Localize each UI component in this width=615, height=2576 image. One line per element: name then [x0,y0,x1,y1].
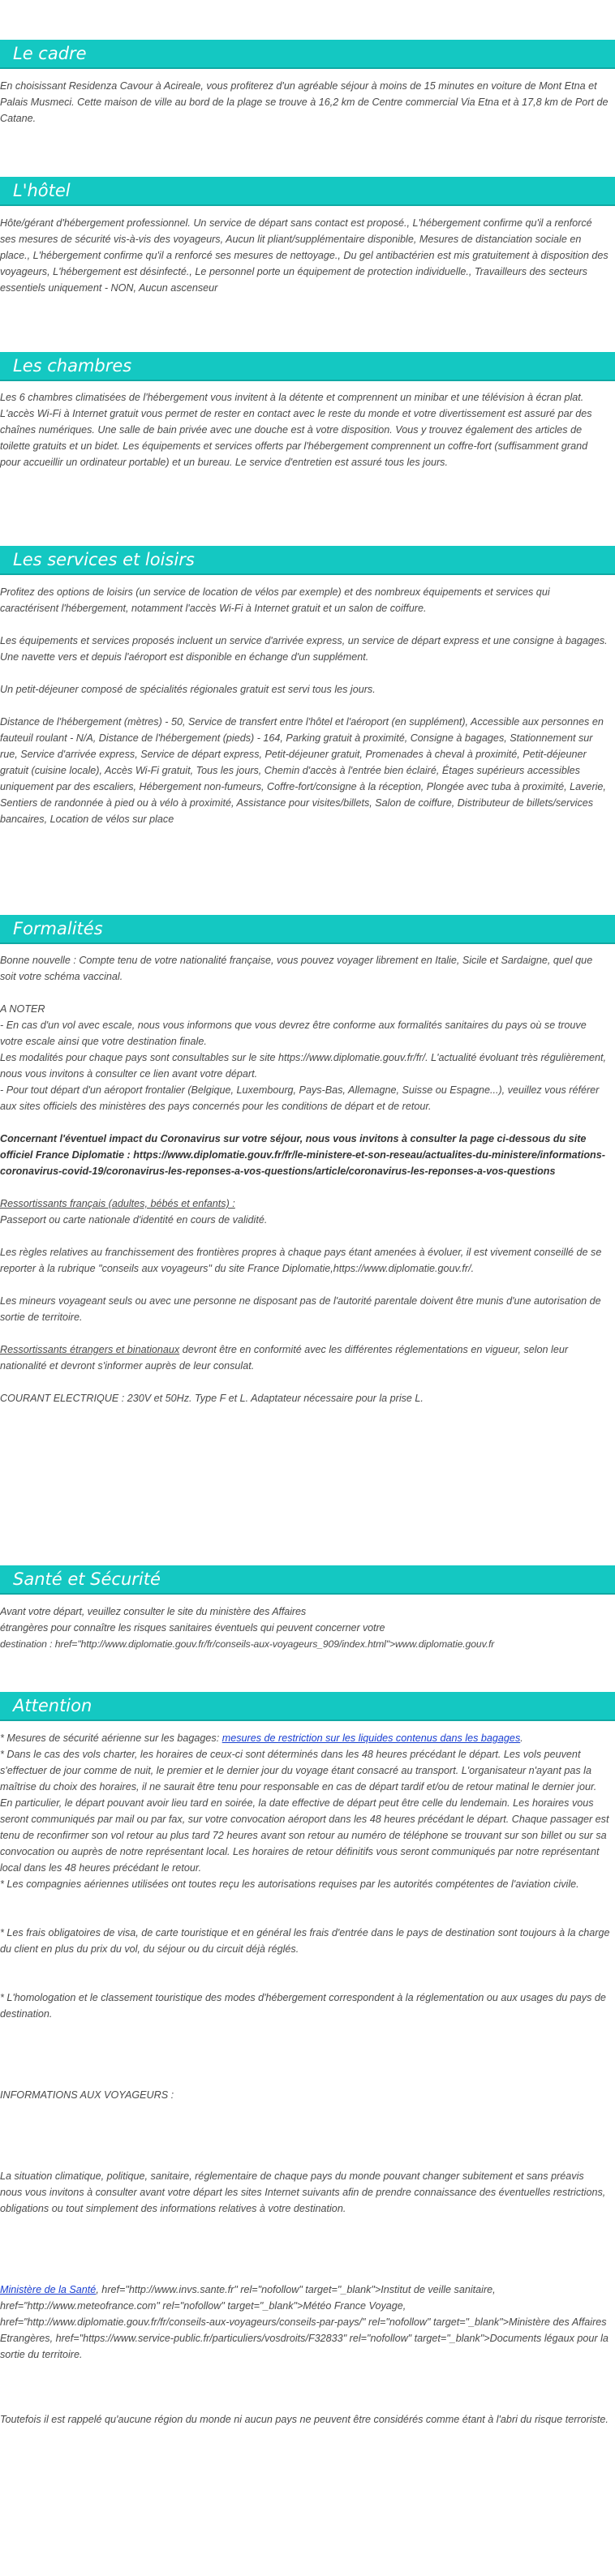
formalites-etrangers [0,1342,610,1374]
attention-links [0,2282,610,2363]
sante-l3: destination : href="http://www.diplomatie.gouv.fr/fr/conseils-aux-voyageurs_909/index.html">www.diplomatie.gouv.fr [0,1638,495,1650]
attention-info-l2: nous vous invitons à consulter avant votre départ les sites Internet suivants afin de prendre connaissance des éventuelles restrictions, obligations ou tout simplement des informations relatives à votre destination. [0,2187,606,2214]
section-body-cadre [0,78,610,127]
hotel-text: Hôte/gérant d'hébergement professionnel. Un service de départ sans contact est proposé., L'hébergement confirme qu'il a renforcé ses mesures de sécurité vis-à-vis des voyageurs, Aucun lit pliant/supplémentaire disponible, Mesures de distanciation sociale en place., L'hébergement confirme qu'il a renforcé ses mesures de nettoyage., Du gel antibactérien est mis gratuitement à disposition des voyageurs, L'hébergement est désinfecté., Le personnel porte un équipement de protection individuelle., Travailleurs des secteurs essentiels uniquement - NON, Aucun ascenseur [0,217,609,294]
sante-l1: Avant votre départ, veuillez consulter le site du ministère des Affaires [0,1606,307,1617]
section-body-sante [0,1604,610,1652]
services-p4: Distance de l'hébergement (mètres) - 50, Service de transfert entre l'hôtel et l'aéroport (en supplément), Accessible aux personnes en fauteuil roulant - N/A, Distance de l'hébergement (pieds) - 164, Parking gratuit à proximité, Consigne à bagages, Stationnement sur rue, Service d'arrivée express, Service de départ express, Petit-déjeuner gratuit, Promenades à cheval à proximité, Petit-déjeuner gratuit (cuisine locale), Accès Wi-Fi gratuit, Tous les jours, Chemin d'accès à l'entrée bien éclairé, Étages supérieurs accessibles uniquement par des escaliers, Hébergement non-fumeurs, Coffre-fort/consigne à la réception, Plongée avec tuba à proximité, Laverie, Sentiers de randonnée à pied ou à vélo à proximité, Assistance pour visites/billets, Salon de coiffure, Distributeur de billets/services bancaires, Location de vélos sur place [0,716,606,825]
attention-final: Toutefois il est rappelé qu'aucune région du monde ni aucun pays ne peuvent être considérés comme étant à l'abri du risque terroriste. [0,2414,609,2425]
attention-b1-post: . [520,1732,523,1744]
section-body-hotel [0,215,610,296]
section-title-hotel: L'hôtel [13,181,71,200]
attention-b2: * Dans le cas des vols charter, les horaires de ceux-ci sont déterminés dans les 48 heures précédant le départ. Les vols peuvent s'effectuer de jour comme de nuit, le premier et le dernier jour du voyage étant consacré au transport. L'organisateur n'ayant pas la maîtrise du choix des horaires, il ne saurait être tenu pour responsable en cas de départ tardif et/ou de retour matinal le dernier jour. En particulier, le départ pouvant avoir lieu tard en soirée, la date effective de départ peut être celle du lendemain. Les horaires vous seront communiqués par mail ou par fax, sur votre convocation aéroport dans les 48 heures précédant le départ. Chaque passager est tenu de reconfirmer son vol retour au plus tard 72 heures avant son retour au numéro de téléphone se trouvant sur son billet ou sur sa convocation ou auprès de notre représentant local. Les horaires de retour définitifs vous seront communiqués par notre représentant local dans les 48 heures précédant le retour. [0,1749,609,1874]
services-p1: Profitez des options de loisirs (un service de location de vélos par exemple) et des nombreux équipements et services qui caractérisent l'hébergement, notamment l'accès Wi-Fi à Internet gratuit et un salon de coiffure. [0,586,550,614]
section-heading-services [0,546,615,575]
formalites-note-l3: - Pour tout départ d'un aéroport frontalier (Belgique, Luxembourg, Pays-Bas, Allemagne, Suisse ou Espagne...), veuillez vous référer aux sites officiels des ministères des pays concernés pour les conditions de départ et de retour. [0,1084,600,1112]
section-title-cadre: Le cadre [13,44,87,63]
section-body-attention [0,1730,610,2428]
attention-info-head: INFORMATIONS AUX VOYAGEURS : [0,2089,174,2101]
formalites-note-l2: Les modalités pour chaque pays sont consultables sur le site https://www.diplomatie.gouv.fr/fr/. L'actualité évoluant très régulièrement, nous vous invitons à consulter ce lien avant votre départ. [0,1052,606,1080]
services-p2: Les équipements et services proposés incluent un service d'arrivée express, un service de départ express et une consigne à bagages. Une navette vers et depuis l'aéroport est disponible en échange d'un supplément. [0,635,608,663]
formalites-fr-head: Ressortissants français (adultes, bébés et enfants) : [0,1198,235,1209]
section-title-services: Les services et loisirs [13,550,195,569]
section-body-chambres [0,389,610,470]
section-title-sante: Santé et Sécurité [13,1569,161,1589]
liquids-restriction-link[interactable]: mesures de restriction sur les liquides contenus dans les bagages [221,1732,521,1744]
section-title-attention: Attention [13,1696,92,1715]
formalites-coronavirus: Concernant l'éventuel impact du Coronavirus sur votre séjour, nous vous invitons à consulter la page ci-dessous du site officiel France Diplomatie : https://www.diplomatie.gouv.fr/fr/le-ministere-et-son-reseau/actualites-du-ministere/informations-coronavirus-covid-19/coronavirus-les-reponses-a-vos-questions/article/coronavirus-les-reponses-a-vos-questions [0,1133,605,1177]
cadre-text: En choisissant Residenza Cavour à Acireale, vous profiterez d'un agréable séjour à moins de 15 minutes en voiture de Mont Etna et Palais Musmeci. Cette maison de ville au bord de la plage se trouve à 16,2 km de Centre commercial Via Etna et à 17,8 km de Port de Catane. [0,80,609,124]
attention-info-l1: La situation climatique, politique, sanitaire, réglementaire de chaque pays du monde pouvant changer subitement et sans préavis [0,2170,584,2182]
sante-l2: étrangères pour connaître les risques sanitaires éventuels qui peuvent concerner votre [0,1622,385,1634]
formalites-mineurs: Les mineurs voyageant seuls ou avec une personne ne disposant pas de l'autorité parentale doivent être munis d'une autorisation de sortie de territoire. [0,1295,601,1323]
formalites-fr-body: Passeport ou carte nationale d'identité en cours de validité. [0,1214,268,1226]
formalites-courant: COURANT ELECTRIQUE : 230V et 50Hz. Type F et L. Adaptateur nécessaire pour la prise L. [0,1393,424,1404]
section-heading-cadre [0,40,615,69]
formalites-note-head: A NOTER [0,1003,45,1015]
services-p3: Un petit-déjeuner composé de spécialités régionales gratuit est servi tous les jours. [0,684,376,695]
attention-b5: * L'homologation et le classement touristique des modes d'hébergement correspondent à la réglementation ou aux usages du pays de destination. [0,1992,606,2020]
section-heading-attention [0,1692,615,1721]
section-heading-formalites [0,915,615,944]
section-heading-sante [0,1565,615,1595]
section-body-formalites [0,952,610,1406]
formalites-note-l1: - En cas d'un vol avec escale, nous vous informons que vous devrez être conforme aux formalités sanitaires du pays où se trouve votre escale ainsi que votre destination finale. [0,1020,587,1047]
formalites-regles: Les règles relatives au franchissement des frontières propres à chaque pays étant amenées à évoluer, il est vivement conseillé de se reporter à la rubrique "conseils aux voyageurs" du site France Diplomatie,https://www.diplomatie.gouv.fr/. [0,1247,602,1274]
section-title-chambres: Les chambres [13,356,132,376]
attention-b3: * Les compagnies aériennes utilisées ont toutes reçu les autorisations requises par les autorités compétentes de l'aviation civile. [0,1878,579,1890]
chambres-text: Les 6 chambres climatisées de l'hébergement vous invitent à la détente et comprennent un minibar et une télévision à écran plat. L'accès Wi-Fi à Internet gratuit vous permet de rester en contact avec le reste du monde et votre divertissement est assuré par des chaînes numériques. Une salle de bain privée avec une douche est à votre disposition. Vous y trouvez également des articles de toilette gratuits et un bidet. Les équipements et services offerts par l'hébergement comprennent un coffre-fort (suffisamment grand pour accueillir un ordinateur portable) et un bureau. Le service d'entretien est assuré tous les jours. [0,392,592,468]
section-heading-hotel [0,177,615,206]
attention-b4: * Les frais obligatoires de visa, de carte touristique et en général les frais d'entrée dans le pays de destination sont toujours à la charge du client en plus du prix du vol, du séjour ou du circuit déjà réglés. [0,1927,610,1955]
formalites-etrangers-body: devront être en conformité avec les différentes réglementations en vigueur, selon leur nationalité et devront s'informer auprès de leur consulat. [0,1344,569,1372]
section-body-services [0,584,610,827]
section-heading-chambres [0,352,615,381]
formalites-p1: Bonne nouvelle : Compte tenu de votre nationalité française, vous pouvez voyager librement en Italie, Sicile et Sardaigne, quel que soit votre schéma vaccinal. [0,955,593,982]
attention-links-rest: , href="http://www.invs.sante.fr" rel="nofollow" target="_blank">Institut de veille sanitaire, href="http://www.meteofrance.com" rel="nofollow" target="_blank">Météo France Voyage, href="http://www.diplomatie.gouv.fr/fr/conseils-aux-voyageurs/conseils-par-pays/" rel="nofollow" target="_blank">Ministère des Affaires Etrangères, href="https://www.service-public.fr/particuliers/vosdroits/F32833" rel="nofollow" target="_blank">Documents légaux pour la sortie du territoire. [0,2284,609,2360]
attention-b1-pre: * Mesures de sécurité aérienne sur les bagages: [0,1732,222,1744]
attention-b1 [0,1730,610,1746]
section-title-formalites: Formalités [13,919,103,938]
formalites-etrangers-head: Ressortissants étrangers et binationaux [0,1344,180,1355]
ministere-sante-link[interactable]: Ministère de la Santé [0,2284,97,2295]
